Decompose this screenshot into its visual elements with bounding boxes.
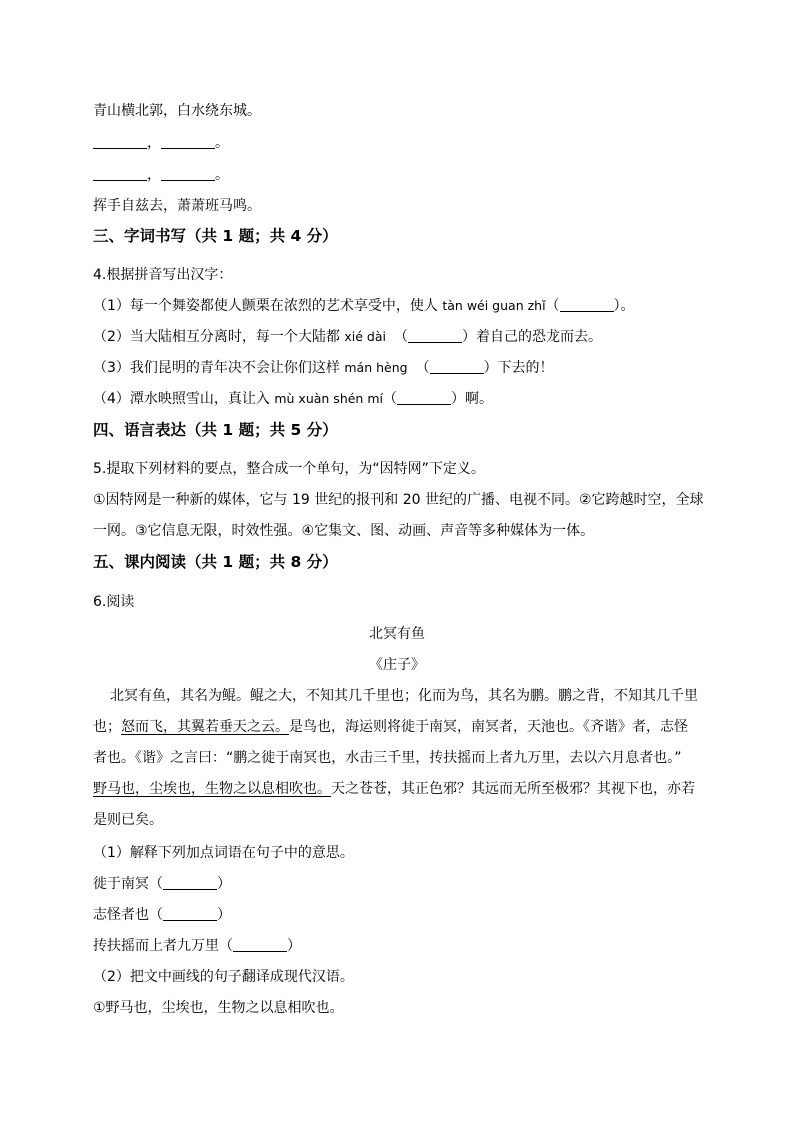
poem-blank-line-1: ， 。 bbox=[93, 133, 229, 153]
answer-blank[interactable] bbox=[430, 359, 484, 374]
term-line-3: 抟扶摇而上者九万里（ ） bbox=[93, 938, 301, 954]
term-line-1: 徙于南冥（ ） bbox=[93, 876, 231, 892]
question-4-item-3: （3）我们昆明的青年决不会让你们这样 mán hèng （ ）下去的！ bbox=[93, 360, 554, 376]
sub-question-2: （2）把文中画线的句子翻译成现代汉语。 bbox=[93, 969, 354, 985]
section-3-heading: 三、字词书写（共 1 题；共 4 分） bbox=[93, 227, 338, 245]
poem-line-1: 青山横北郭，白水绕东城。 bbox=[93, 103, 261, 119]
passage-line-1: 北冥有鱼，其名为鲲。鲲之大，不知其几千里也；化而为鸟，其名为鹏。鹏之背，不知其几千里 bbox=[110, 688, 698, 704]
passage-author: 《庄子》 bbox=[369, 657, 425, 673]
passage-line-3: 者也。《谐》之言曰：“鹏之徙于南冥也，水击三千里，抟扶摇而上者九万里，去以六月息者也。” bbox=[93, 750, 682, 766]
question-5-prompt: 5.提取下列材料的要点，整合成一个单句，为“因特网”下定义。 bbox=[93, 461, 485, 477]
pinyin: mán hèng bbox=[344, 360, 408, 375]
term-line-2: 志怪者也（ ） bbox=[93, 907, 231, 923]
section-4-heading: 四、语言表达（共 1 题；共 5 分） bbox=[93, 421, 338, 439]
underlined-sentence: 怒而飞，其翼若垂天之云。 bbox=[121, 719, 289, 735]
pinyin: xié dài bbox=[344, 329, 386, 344]
answer-blank[interactable] bbox=[397, 390, 451, 405]
material-line-2: 一网。③它信息无限，时效性强。④它集文、图、动画、声音等多种媒体为一体。 bbox=[93, 523, 595, 539]
underlined-sentence: 野马也，尘埃也，生物之以息相吹也。 bbox=[93, 781, 331, 797]
answer-blank[interactable] bbox=[233, 937, 287, 952]
answer-blank[interactable] bbox=[93, 134, 147, 149]
answer-blank[interactable] bbox=[163, 906, 217, 921]
question-4-item-2: （2）当大陆相互分离时，每一个大陆都 xié dài （ ）着自己的恐龙而去。 bbox=[93, 329, 602, 345]
answer-blank[interactable] bbox=[408, 328, 462, 343]
answer-blank[interactable] bbox=[93, 166, 147, 181]
question-4-item-4: （4）潭水映照雪山，真让入 mù xuàn shén mí（ ）啊。 bbox=[93, 391, 493, 407]
answer-blank[interactable] bbox=[161, 166, 215, 181]
material-line-1: ①因特网是一种新的媒体，它与 19 世纪的报刊和 20 世纪的广播、电视不同。②它跨越时空，全球 bbox=[93, 492, 704, 508]
question-6-prompt: 6.阅读 bbox=[93, 594, 135, 610]
question-4-prompt: 4.根据拼音写出汉字： bbox=[93, 267, 233, 283]
passage-line-2: 也；怒而飞，其翼若垂天之云。是鸟也，海运则将徙于南冥，南冥者，天池也。《齐谐》者，志怪 bbox=[93, 719, 688, 735]
translate-sentence-1: ①野马也，尘埃也，生物之以息相吹也。 bbox=[93, 1000, 344, 1016]
answer-blank[interactable] bbox=[560, 297, 614, 312]
passage-line-5: 是则已矣。 bbox=[93, 812, 163, 828]
question-4-item-1: （1）每一个舞姿都使人颤栗在浓烈的艺术享受中，使人 tàn wéi guan zhǐ（ ）。 bbox=[93, 298, 635, 314]
passage-title: 北冥有鱼 bbox=[369, 626, 425, 642]
pinyin: mù xuàn shén mí bbox=[274, 391, 383, 406]
section-5-heading: 五、课内阅读（共 1 题；共 8 分） bbox=[93, 553, 338, 571]
pinyin: tàn wéi guan zhǐ bbox=[442, 298, 546, 313]
poem-blank-line-2: ， 。 bbox=[93, 165, 229, 185]
sub-question-1: （1）解释下列加点词语在句子中的意思。 bbox=[93, 845, 354, 861]
answer-blank[interactable] bbox=[161, 134, 215, 149]
poem-line-last: 挥手自兹去，萧萧班马鸣。 bbox=[93, 198, 261, 214]
passage-line-4: 野马也，尘埃也，生物之以息相吹也。天之苍苍，其正色邪？其远而无所至极邪？其视下也，亦若 bbox=[93, 781, 695, 797]
answer-blank[interactable] bbox=[163, 875, 217, 890]
